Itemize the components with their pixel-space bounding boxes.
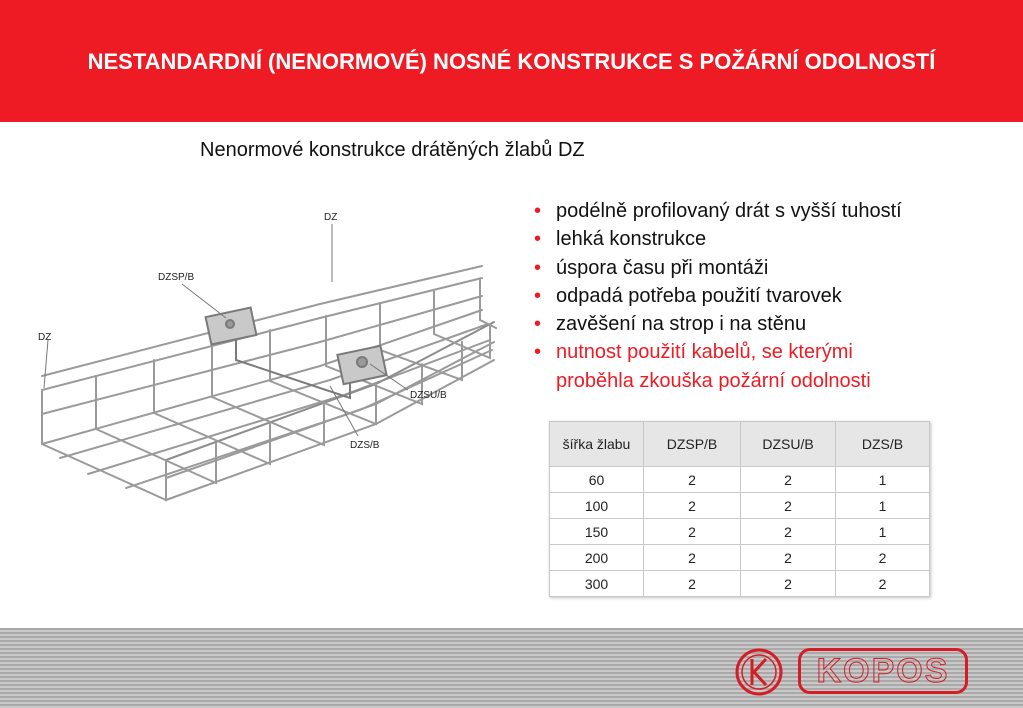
label-dz-top: DZ bbox=[324, 212, 338, 223]
kopos-k-icon bbox=[734, 647, 784, 697]
table-cell: 1 bbox=[836, 493, 930, 519]
table-cell: 1 bbox=[836, 467, 930, 493]
table-cell: 2 bbox=[741, 545, 836, 571]
label-dz-left: DZ bbox=[38, 332, 52, 343]
list-item-highlight: • nutnost použití kabelů, se kterými proběhla zkouška požární odolnosti bbox=[534, 341, 871, 392]
column-header: DZSU/B bbox=[741, 422, 836, 467]
page-title: NESTANDARDNÍ (NENORMOVÉ) NOSNÉ KONSTRUKCE S POŽÁRNÍ ODOLNOSTÍ bbox=[87, 48, 936, 74]
table-header-row bbox=[550, 422, 930, 467]
logo-text: KOPOS bbox=[816, 651, 950, 690]
subtitle: Nenormové konstrukce drátěných žlabů DZ bbox=[200, 139, 585, 161]
list-item: • zavěšení na strop i na stěnu bbox=[534, 313, 807, 336]
table-cell: 2 bbox=[644, 545, 741, 571]
column-header: DZS/B bbox=[836, 422, 930, 467]
table-cell: 300 bbox=[550, 571, 644, 597]
table-cell: 2 bbox=[644, 571, 741, 597]
bracket-count-table bbox=[549, 421, 930, 597]
kopos-logo bbox=[798, 648, 968, 694]
label-dzsp: DZSP/B bbox=[158, 272, 195, 283]
table-cell: 200 bbox=[550, 545, 644, 571]
table-row bbox=[550, 467, 930, 493]
table-cell: 2 bbox=[741, 519, 836, 545]
table-cell: 150 bbox=[550, 519, 644, 545]
table-cell: 60 bbox=[550, 467, 644, 493]
table-row bbox=[550, 545, 930, 571]
table-cell: 1 bbox=[836, 519, 930, 545]
table-cell: 2 bbox=[644, 493, 741, 519]
list-item: • lehká konstrukce bbox=[534, 228, 707, 251]
list-item: • podélně profilovaný drát s vyšší tuhostí bbox=[534, 200, 902, 222]
table-row bbox=[550, 519, 930, 545]
table-cell: 100 bbox=[550, 493, 644, 519]
table-row bbox=[550, 493, 930, 519]
feature-list bbox=[534, 197, 902, 395]
label-dzsu: DZSU/B bbox=[410, 390, 447, 401]
table-cell: 2 bbox=[836, 545, 930, 571]
table-cell: 2 bbox=[741, 571, 836, 597]
list-item: • úspora času při montáži bbox=[534, 256, 769, 279]
table-row bbox=[550, 571, 930, 597]
table-cell: 2 bbox=[741, 493, 836, 519]
table-cell: 2 bbox=[836, 571, 930, 597]
list-item: • odpadá potřeba použití tvarovek bbox=[534, 284, 842, 307]
cable-tray-illustration bbox=[30, 200, 500, 520]
table-cell: 2 bbox=[644, 519, 741, 545]
table-cell: 2 bbox=[644, 467, 741, 493]
column-header: DZSP/B bbox=[644, 422, 741, 467]
label-dzs: DZS/B bbox=[350, 440, 380, 451]
header-bar bbox=[0, 0, 1023, 122]
column-header: šířka žlabu bbox=[550, 422, 644, 467]
table-cell: 2 bbox=[741, 467, 836, 493]
